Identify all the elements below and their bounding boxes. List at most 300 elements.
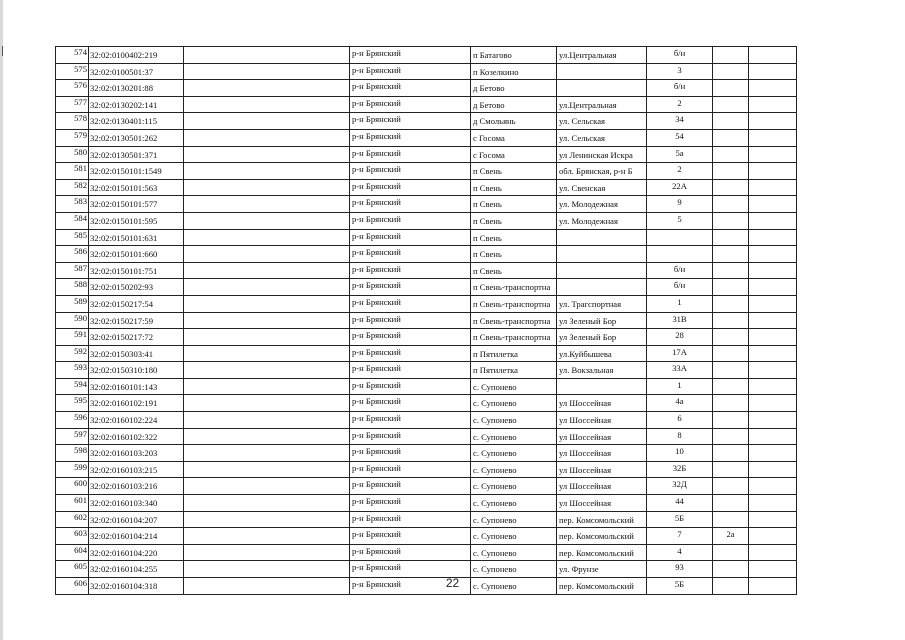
district-cell: р-н Брянский bbox=[350, 47, 471, 64]
settlement-cell: с. Супонево bbox=[471, 495, 557, 512]
empty-cell bbox=[184, 196, 350, 213]
cadastral-number-cell: 32:02:0130201:88 bbox=[89, 80, 184, 97]
cadastral-number-cell: 32:02:0150101:631 bbox=[89, 229, 184, 246]
house-number-cell: 5 bbox=[647, 212, 713, 229]
row-number-cell: 596 bbox=[56, 412, 89, 429]
row-number-cell: 579 bbox=[56, 129, 89, 146]
settlement-cell: п Свень-транспортна bbox=[471, 279, 557, 296]
apartment-cell bbox=[713, 395, 749, 412]
house-number-cell bbox=[647, 246, 713, 263]
cadastral-number-cell: 32:02:0150101:751 bbox=[89, 262, 184, 279]
empty-cell bbox=[749, 196, 797, 213]
apartment-cell bbox=[713, 113, 749, 130]
empty-cell bbox=[749, 229, 797, 246]
table-row bbox=[56, 561, 797, 578]
street-cell: ул Шоссейная bbox=[557, 478, 647, 495]
settlement-cell: с Госома bbox=[471, 146, 557, 163]
cadastral-number-cell: 32:02:0160104:214 bbox=[89, 528, 184, 545]
apartment-cell bbox=[713, 495, 749, 512]
district-cell: р-н Брянский bbox=[350, 96, 471, 113]
settlement-cell: с. Супонево bbox=[471, 395, 557, 412]
row-number-cell: 599 bbox=[56, 461, 89, 478]
district-cell: р-н Брянский bbox=[350, 129, 471, 146]
house-number-cell: 3 bbox=[647, 63, 713, 80]
row-number-cell: 603 bbox=[56, 528, 89, 545]
apartment-cell bbox=[713, 329, 749, 346]
registry-table-body bbox=[56, 47, 797, 595]
table-row bbox=[56, 146, 797, 163]
street-cell: ул. Сельская bbox=[557, 129, 647, 146]
empty-cell bbox=[184, 412, 350, 429]
cadastral-number-cell: 32:02:0130202:141 bbox=[89, 96, 184, 113]
empty-cell bbox=[749, 345, 797, 362]
house-number-cell: 34 bbox=[647, 113, 713, 130]
apartment-cell bbox=[713, 63, 749, 80]
district-cell: р-н Брянский bbox=[350, 80, 471, 97]
street-cell: пер. Комсомольский bbox=[557, 578, 647, 595]
empty-cell bbox=[184, 395, 350, 412]
row-number-cell: 584 bbox=[56, 212, 89, 229]
street-cell: ул. Свенская bbox=[557, 179, 647, 196]
house-number-cell: 5Б bbox=[647, 578, 713, 595]
table-row bbox=[56, 47, 797, 64]
house-number-cell: 1 bbox=[647, 295, 713, 312]
empty-cell bbox=[184, 561, 350, 578]
empty-cell bbox=[184, 378, 350, 395]
table-row bbox=[56, 362, 797, 379]
settlement-cell: с. Супонево bbox=[471, 561, 557, 578]
settlement-cell: с. Супонево bbox=[471, 378, 557, 395]
street-cell: ул. Вокзальная bbox=[557, 362, 647, 379]
cadastral-number-cell: 32:02:0160103:340 bbox=[89, 495, 184, 512]
street-cell: ул. Молодежная bbox=[557, 196, 647, 213]
table-row bbox=[56, 295, 797, 312]
table-row bbox=[56, 179, 797, 196]
house-number-cell: б/н bbox=[647, 47, 713, 64]
empty-cell bbox=[749, 212, 797, 229]
table-row bbox=[56, 262, 797, 279]
house-number-cell bbox=[647, 229, 713, 246]
cadastral-number-cell: 32:02:0160103:203 bbox=[89, 445, 184, 462]
house-number-cell: 5Б bbox=[647, 511, 713, 528]
row-number-cell: 595 bbox=[56, 395, 89, 412]
row-number-cell: 580 bbox=[56, 146, 89, 163]
table-row bbox=[56, 312, 797, 329]
house-number-cell: 7 bbox=[647, 528, 713, 545]
apartment-cell bbox=[713, 428, 749, 445]
house-number-cell: 28 bbox=[647, 329, 713, 346]
settlement-cell: д Смольянь bbox=[471, 113, 557, 130]
district-cell: р-н Брянский bbox=[350, 412, 471, 429]
empty-cell bbox=[749, 163, 797, 180]
district-cell: р-н Брянский bbox=[350, 113, 471, 130]
house-number-cell: 10 bbox=[647, 445, 713, 462]
empty-cell bbox=[184, 461, 350, 478]
apartment-cell bbox=[713, 47, 749, 64]
district-cell: р-н Брянский bbox=[350, 262, 471, 279]
document-page bbox=[55, 46, 797, 595]
empty-cell bbox=[749, 146, 797, 163]
house-number-cell: 54 bbox=[647, 129, 713, 146]
empty-cell bbox=[184, 544, 350, 561]
house-number-cell: 17А bbox=[647, 345, 713, 362]
cadastral-number-cell: 32:02:0150101:563 bbox=[89, 179, 184, 196]
street-cell bbox=[557, 80, 647, 97]
settlement-cell: п Свень bbox=[471, 163, 557, 180]
table-row bbox=[56, 113, 797, 130]
apartment-cell bbox=[713, 345, 749, 362]
table-row bbox=[56, 445, 797, 462]
empty-cell bbox=[184, 80, 350, 97]
registry-table bbox=[55, 46, 797, 595]
house-number-cell: б/н bbox=[647, 262, 713, 279]
settlement-cell: п Свень-транспортна bbox=[471, 329, 557, 346]
table-row bbox=[56, 395, 797, 412]
house-number-cell: б/н bbox=[647, 279, 713, 296]
empty-cell bbox=[184, 528, 350, 545]
apartment-cell bbox=[713, 312, 749, 329]
empty-cell bbox=[749, 528, 797, 545]
settlement-cell: п Свень bbox=[471, 229, 557, 246]
table-row bbox=[56, 511, 797, 528]
cadastral-number-cell: 32:02:0150303:41 bbox=[89, 345, 184, 362]
empty-cell bbox=[749, 179, 797, 196]
district-cell: р-н Брянский bbox=[350, 63, 471, 80]
empty-cell bbox=[184, 495, 350, 512]
empty-cell bbox=[184, 163, 350, 180]
row-number-cell: 593 bbox=[56, 362, 89, 379]
row-number-cell: 576 bbox=[56, 80, 89, 97]
empty-cell bbox=[749, 428, 797, 445]
street-cell bbox=[557, 378, 647, 395]
apartment-cell bbox=[713, 544, 749, 561]
apartment-cell bbox=[713, 96, 749, 113]
row-number-cell: 586 bbox=[56, 246, 89, 263]
street-cell: ул.Куйбышева bbox=[557, 345, 647, 362]
table-row bbox=[56, 412, 797, 429]
settlement-cell: с. Супонево bbox=[471, 412, 557, 429]
cadastral-number-cell: 32:02:0160104:207 bbox=[89, 511, 184, 528]
house-number-cell: 32Д bbox=[647, 478, 713, 495]
cadastral-number-cell: 32:02:0100402:219 bbox=[89, 47, 184, 64]
row-number-cell: 574 bbox=[56, 47, 89, 64]
house-number-cell: 8 bbox=[647, 428, 713, 445]
street-cell: ул Шоссейная bbox=[557, 445, 647, 462]
apartment-cell bbox=[713, 412, 749, 429]
table-row bbox=[56, 428, 797, 445]
table-row bbox=[56, 246, 797, 263]
row-number-cell: 600 bbox=[56, 478, 89, 495]
district-cell: р-н Брянский bbox=[350, 229, 471, 246]
house-number-cell: 9 bbox=[647, 196, 713, 213]
table-row bbox=[56, 461, 797, 478]
street-cell: ул Ленинская Искра bbox=[557, 146, 647, 163]
street-cell bbox=[557, 262, 647, 279]
table-row bbox=[56, 495, 797, 512]
table-row bbox=[56, 163, 797, 180]
empty-cell bbox=[184, 511, 350, 528]
row-number-cell: 578 bbox=[56, 113, 89, 130]
apartment-cell bbox=[713, 262, 749, 279]
table-row bbox=[56, 229, 797, 246]
district-cell: р-н Брянский bbox=[350, 578, 471, 595]
settlement-cell: с. Супонево bbox=[471, 578, 557, 595]
street-cell: пер. Комсомольский bbox=[557, 528, 647, 545]
apartment-cell bbox=[713, 196, 749, 213]
house-number-cell: 31В bbox=[647, 312, 713, 329]
settlement-cell: п Батагово bbox=[471, 47, 557, 64]
house-number-cell: 6 bbox=[647, 412, 713, 429]
row-number-cell: 590 bbox=[56, 312, 89, 329]
house-number-cell: 44 bbox=[647, 495, 713, 512]
empty-cell bbox=[184, 345, 350, 362]
empty-cell bbox=[184, 295, 350, 312]
page-number: 22 bbox=[445, 576, 460, 590]
street-cell: ул Шоссейная bbox=[557, 495, 647, 512]
row-number-cell: 588 bbox=[56, 279, 89, 296]
empty-cell bbox=[184, 47, 350, 64]
empty-cell bbox=[184, 362, 350, 379]
empty-cell bbox=[749, 63, 797, 80]
apartment-cell bbox=[713, 80, 749, 97]
row-number-cell: 597 bbox=[56, 428, 89, 445]
scan-edge-tick bbox=[2, 46, 3, 56]
empty-cell bbox=[749, 378, 797, 395]
street-cell bbox=[557, 246, 647, 263]
district-cell: р-н Брянский bbox=[350, 196, 471, 213]
district-cell: р-н Брянский bbox=[350, 179, 471, 196]
district-cell: р-н Брянский bbox=[350, 461, 471, 478]
settlement-cell: с. Супонево bbox=[471, 445, 557, 462]
empty-cell bbox=[749, 47, 797, 64]
empty-cell bbox=[749, 461, 797, 478]
apartment-cell bbox=[713, 146, 749, 163]
row-number-cell: 598 bbox=[56, 445, 89, 462]
settlement-cell: с. Супонево bbox=[471, 478, 557, 495]
district-cell: р-н Брянский bbox=[350, 428, 471, 445]
row-number-cell: 606 bbox=[56, 578, 89, 595]
house-number-cell: 2 bbox=[647, 163, 713, 180]
cadastral-number-cell: 32:02:0150101:595 bbox=[89, 212, 184, 229]
settlement-cell: д Бетово bbox=[471, 80, 557, 97]
district-cell: р-н Брянский bbox=[350, 212, 471, 229]
house-number-cell: 33А bbox=[647, 362, 713, 379]
street-cell: ул Зеленый Бор bbox=[557, 329, 647, 346]
empty-cell bbox=[749, 329, 797, 346]
table-row bbox=[56, 378, 797, 395]
row-number-cell: 594 bbox=[56, 378, 89, 395]
cadastral-number-cell: 32:02:0100501:37 bbox=[89, 63, 184, 80]
empty-cell bbox=[184, 262, 350, 279]
street-cell bbox=[557, 279, 647, 296]
row-number-cell: 589 bbox=[56, 295, 89, 312]
settlement-cell: с. Супонево bbox=[471, 461, 557, 478]
table-row bbox=[56, 196, 797, 213]
apartment-cell bbox=[713, 461, 749, 478]
empty-cell bbox=[184, 312, 350, 329]
cadastral-number-cell: 32:02:0130501:262 bbox=[89, 129, 184, 146]
district-cell: р-н Брянский bbox=[350, 345, 471, 362]
row-number-cell: 604 bbox=[56, 544, 89, 561]
row-number-cell: 605 bbox=[56, 561, 89, 578]
street-cell: ул Зеленый Бор bbox=[557, 312, 647, 329]
settlement-cell: с. Супонево bbox=[471, 428, 557, 445]
row-number-cell: 577 bbox=[56, 96, 89, 113]
row-number-cell: 587 bbox=[56, 262, 89, 279]
empty-cell bbox=[749, 129, 797, 146]
empty-cell bbox=[184, 63, 350, 80]
settlement-cell: п Пятилетка bbox=[471, 345, 557, 362]
house-number-cell: 4 bbox=[647, 544, 713, 561]
cadastral-number-cell: 32:02:0150310:180 bbox=[89, 362, 184, 379]
district-cell: р-н Брянский bbox=[350, 561, 471, 578]
table-row bbox=[56, 544, 797, 561]
district-cell: р-н Брянский bbox=[350, 511, 471, 528]
table-row bbox=[56, 212, 797, 229]
house-number-cell: 93 bbox=[647, 561, 713, 578]
district-cell: р-н Брянский bbox=[350, 329, 471, 346]
street-cell: ул.Центральная bbox=[557, 96, 647, 113]
settlement-cell: п Свень bbox=[471, 262, 557, 279]
street-cell: ул Шоссейная bbox=[557, 395, 647, 412]
street-cell: ул Шоссейная bbox=[557, 428, 647, 445]
district-cell: р-н Брянский bbox=[350, 246, 471, 263]
table-row bbox=[56, 279, 797, 296]
street-cell: ул. Трагспортная bbox=[557, 295, 647, 312]
street-cell: ул. Сельская bbox=[557, 113, 647, 130]
empty-cell bbox=[184, 246, 350, 263]
empty-cell bbox=[184, 179, 350, 196]
row-number-cell: 581 bbox=[56, 163, 89, 180]
cadastral-number-cell: 32:02:0160103:216 bbox=[89, 478, 184, 495]
empty-cell bbox=[749, 395, 797, 412]
settlement-cell: п Свень bbox=[471, 246, 557, 263]
cadastral-number-cell: 32:02:0130501:371 bbox=[89, 146, 184, 163]
empty-cell bbox=[749, 312, 797, 329]
district-cell: р-н Брянский bbox=[350, 279, 471, 296]
empty-cell bbox=[749, 246, 797, 263]
street-cell: ул. Молодежная bbox=[557, 212, 647, 229]
street-cell bbox=[557, 63, 647, 80]
cadastral-number-cell: 32:02:0150217:59 bbox=[89, 312, 184, 329]
district-cell: р-н Брянский bbox=[350, 445, 471, 462]
apartment-cell bbox=[713, 378, 749, 395]
settlement-cell: с Госома bbox=[471, 129, 557, 146]
apartment-cell bbox=[713, 229, 749, 246]
empty-cell bbox=[749, 295, 797, 312]
settlement-cell: п Свень bbox=[471, 179, 557, 196]
row-number-cell: 592 bbox=[56, 345, 89, 362]
apartment-cell bbox=[713, 362, 749, 379]
street-cell: обл. Брянская, р-н Б bbox=[557, 163, 647, 180]
settlement-cell: с. Супонево bbox=[471, 528, 557, 545]
empty-cell bbox=[749, 362, 797, 379]
empty-cell bbox=[184, 113, 350, 130]
settlement-cell: п Козелкино bbox=[471, 63, 557, 80]
row-number-cell: 585 bbox=[56, 229, 89, 246]
empty-cell bbox=[749, 262, 797, 279]
empty-cell bbox=[749, 80, 797, 97]
street-cell: ул.Центральная bbox=[557, 47, 647, 64]
empty-cell bbox=[184, 129, 350, 146]
district-cell: р-н Брянский bbox=[350, 146, 471, 163]
empty-cell bbox=[749, 561, 797, 578]
apartment-cell bbox=[713, 212, 749, 229]
cadastral-number-cell: 32:02:0150101:1549 bbox=[89, 163, 184, 180]
cadastral-number-cell: 32:02:0160102:322 bbox=[89, 428, 184, 445]
settlement-cell: п Свень-транспортна bbox=[471, 295, 557, 312]
empty-cell bbox=[749, 511, 797, 528]
settlement-cell: д Бетово bbox=[471, 96, 557, 113]
settlement-cell: п Свень bbox=[471, 212, 557, 229]
empty-cell bbox=[184, 478, 350, 495]
empty-cell bbox=[749, 544, 797, 561]
empty-cell bbox=[749, 96, 797, 113]
settlement-cell: п Пятилетка bbox=[471, 362, 557, 379]
district-cell: р-н Брянский bbox=[350, 395, 471, 412]
district-cell: р-н Брянский bbox=[350, 295, 471, 312]
table-row bbox=[56, 129, 797, 146]
street-cell: ул Шоссейная bbox=[557, 461, 647, 478]
empty-cell bbox=[184, 229, 350, 246]
district-cell: р-н Брянский bbox=[350, 163, 471, 180]
empty-cell bbox=[184, 445, 350, 462]
house-number-cell: 4а bbox=[647, 395, 713, 412]
table-row bbox=[56, 63, 797, 80]
district-cell: р-н Брянский bbox=[350, 378, 471, 395]
row-number-cell: 591 bbox=[56, 329, 89, 346]
street-cell: ул. Фрунзе bbox=[557, 561, 647, 578]
apartment-cell bbox=[713, 279, 749, 296]
settlement-cell: п Свень bbox=[471, 196, 557, 213]
empty-cell bbox=[184, 212, 350, 229]
district-cell: р-н Брянский bbox=[350, 495, 471, 512]
street-cell: ул Шоссейная bbox=[557, 412, 647, 429]
apartment-cell bbox=[713, 478, 749, 495]
street-cell bbox=[557, 229, 647, 246]
row-number-cell: 575 bbox=[56, 63, 89, 80]
cadastral-number-cell: 32:02:0160104:318 bbox=[89, 578, 184, 595]
row-number-cell: 601 bbox=[56, 495, 89, 512]
row-number-cell: 582 bbox=[56, 179, 89, 196]
cadastral-number-cell: 32:02:0160101:143 bbox=[89, 378, 184, 395]
empty-cell bbox=[749, 279, 797, 296]
cadastral-number-cell: 32:02:0160102:191 bbox=[89, 395, 184, 412]
table-row bbox=[56, 80, 797, 97]
district-cell: р-н Брянский bbox=[350, 528, 471, 545]
empty-cell bbox=[749, 495, 797, 512]
cadastral-number-cell: 32:02:0160103:215 bbox=[89, 461, 184, 478]
empty-cell bbox=[184, 329, 350, 346]
row-number-cell: 583 bbox=[56, 196, 89, 213]
cadastral-number-cell: 32:02:0150217:54 bbox=[89, 295, 184, 312]
house-number-cell: 32Б bbox=[647, 461, 713, 478]
district-cell: р-н Брянский bbox=[350, 362, 471, 379]
cadastral-number-cell: 32:02:0160104:220 bbox=[89, 544, 184, 561]
house-number-cell: 1 bbox=[647, 378, 713, 395]
empty-cell bbox=[749, 478, 797, 495]
apartment-cell bbox=[713, 179, 749, 196]
empty-cell bbox=[749, 445, 797, 462]
empty-cell bbox=[749, 412, 797, 429]
apartment-cell bbox=[713, 295, 749, 312]
table-row bbox=[56, 478, 797, 495]
street-cell: пер. Комсомольский bbox=[557, 544, 647, 561]
street-cell: пер. Комсомольский bbox=[557, 511, 647, 528]
cadastral-number-cell: 32:02:0160102:224 bbox=[89, 412, 184, 429]
apartment-cell bbox=[713, 129, 749, 146]
row-number-cell: 602 bbox=[56, 511, 89, 528]
